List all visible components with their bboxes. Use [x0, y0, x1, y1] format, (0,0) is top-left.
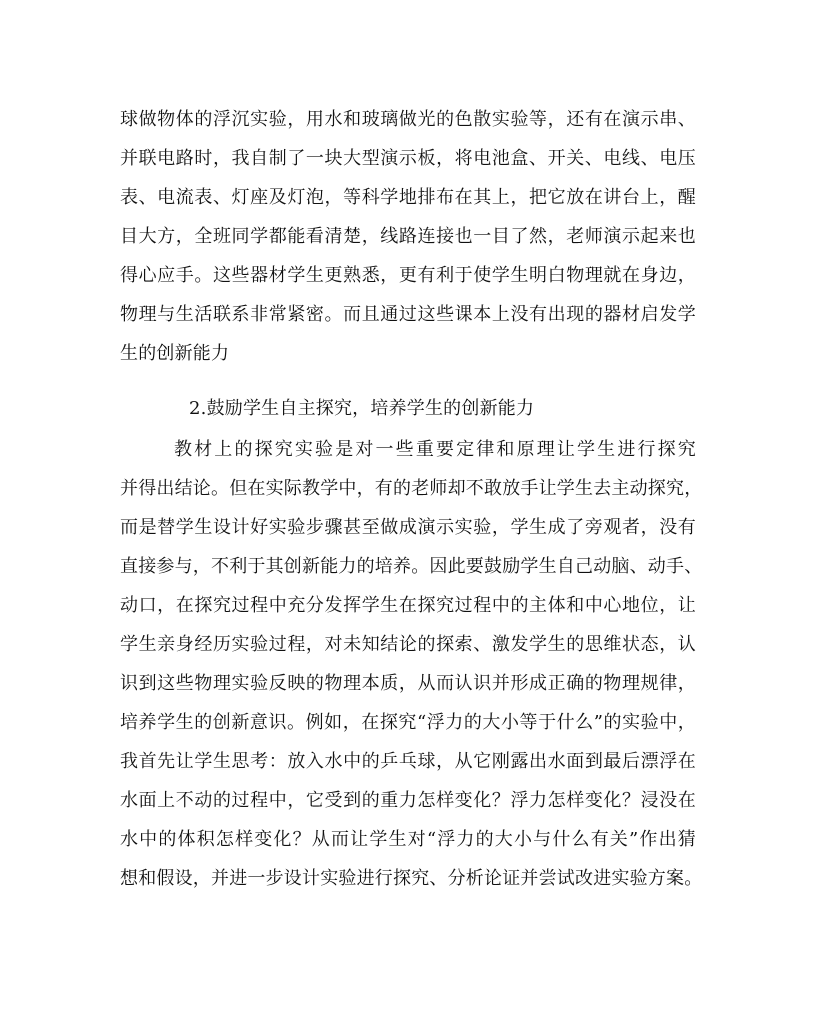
paragraph-2-line-4: 直接参与，不利于其创新能力的培养。因此要鼓励学生自己动脑、动手、 — [120, 556, 703, 577]
paragraph-2-line-8: 培养学生的创新意识。例如，在探究“浮力的大小等于什么”的实验中， — [120, 712, 696, 733]
paragraph-2-line-11: 水中的体积怎样变化？从而让学生对“浮力的大小与什么有关”作出猜 — [120, 829, 696, 850]
paragraph-2-line-9: 我首先让学生思考：放入水中的乒乓球，从它刚露出水面到最后漂浮在 — [120, 751, 696, 772]
paragraph-1-line-5: 得心应手。这些器材学生更熟悉，更有利于使学生明白物理就在身边， — [120, 265, 696, 286]
paragraph-2-line-12: 想和假设，并进一步设计实验进行探究、分析论证并尝试改进实验方案。 — [120, 868, 703, 889]
paragraph-2-line-1: 教材上的探究实验是对一些重要定律和原理让学生进行探究 — [174, 439, 696, 460]
paragraph-1-line-2: 并联电路时，我自制了一块大型演示板，将电池盒、开关、电线、电压 — [120, 148, 696, 169]
paragraph-2-line-7: 识到这些物理实验反映的物理本质，从而认识并形成正确的物理规律， — [120, 673, 696, 694]
paragraph-1-line-4: 目大方，全班同学都能看清楚，线路连接也一目了然，老师演示起来也 — [120, 226, 696, 247]
paragraph-1-line-1: 球做物体的浮沉实验，用水和玻璃做光的色散实验等，还有在演示串、 — [120, 109, 696, 130]
paragraph-1-line-7: 生的创新能力 — [120, 343, 230, 364]
paragraph-2-line-3: 而是替学生设计好实验步骤甚至做成演示实验，学生成了旁观者，没有 — [120, 517, 696, 538]
paragraph-2-line-10: 水面上不动的过程中，它受到的重力怎样变化？浮力怎样变化？浸没在 — [120, 790, 696, 811]
paragraph-1-line-3: 表、电流表、灯座及灯泡，等科学地排布在其上，把它放在讲台上，醒 — [120, 187, 696, 208]
paragraph-1-line-6: 物理与生活联系非常紧密。而且通过这些课本上没有出现的器材启发学 — [120, 304, 696, 325]
paragraph-2-line-5: 动口，在探究过程中充分发挥学生在探究过程中的主体和中心地位，让 — [120, 595, 696, 616]
paragraph-2-line-2: 并得出结论。但在实际教学中，有的老师却不敢放手让学生去主动探究， — [120, 478, 703, 499]
paragraph-2-line-6: 学生亲身经历实验过程，对未知结论的探索、激发学生的思维状态，认 — [120, 634, 696, 655]
section-heading: 2.鼓励学生自主探究，培养学生的创新能力 — [189, 398, 535, 419]
